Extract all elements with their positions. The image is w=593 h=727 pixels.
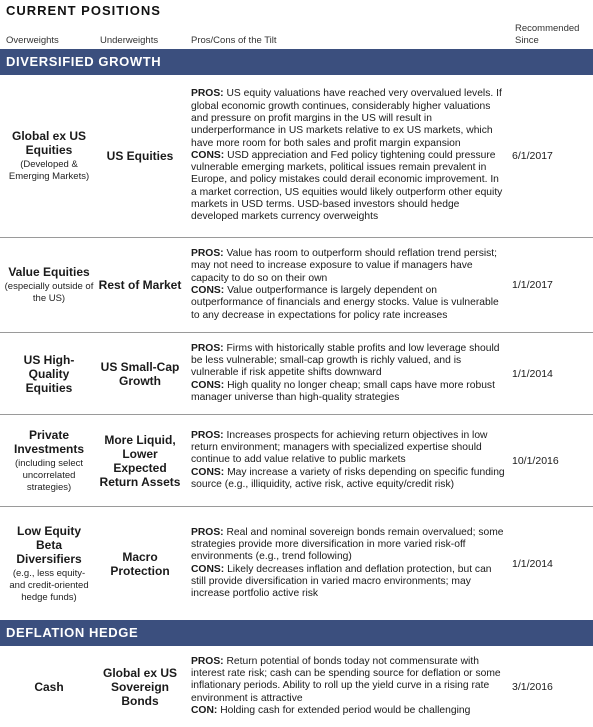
section-deflation-hedge: DEFLATION HEDGE [0,620,593,646]
pros-cons-cell [191,415,507,506]
table-row [0,75,593,238]
overweight-note: (e.g., less equity- and credit-oriented hedge funds) [9,567,89,603]
pros-label: PROS: [191,248,224,260]
underweight-name: Rest of Market [98,278,182,292]
pros-cons-cell [191,646,507,727]
col-since: Since [515,35,539,46]
overweight-cell [4,75,94,237]
table-row [0,507,593,620]
recommended-date: 3/1/2016 [512,680,553,693]
cons-text: Likely decreases inflation and deflation protection, but can still provide diversification in varied macro environments; may increase portfolio active risk [191,563,492,600]
pros-label: PROS: [191,88,224,100]
overweight-cell [4,333,94,414]
overweight-note: (Developed & Emerging Markets) [8,159,90,182]
cons-label: CONS: [191,149,225,161]
cons-text: May increase a variety of risks depending on specific funding source (e.g., illiquidity, active risk, active equity/credit risk) [191,466,505,490]
column-headers [0,20,593,50]
recommended-date: 10/1/2016 [512,454,559,467]
table-row [0,333,593,415]
overweight-cell [4,415,94,506]
cons-label: CONS: [191,563,225,575]
overweight-cell [4,238,94,332]
underweight-name: US Small-Cap Growth [100,359,180,388]
pros-label: PROS: [191,655,224,667]
table-row [0,646,593,727]
pros-cons-cell [191,507,507,620]
cons-text: Value outperformance is largely dependent on outperformance of financials and energy stocks. Value is vulnerable to any decrease in expectations for policy rate increases [191,285,499,321]
pros-text: Increases prospects for achieving return objectives in low return environment; managers with specialized expertise should continue to add value relative to public markets [191,429,488,466]
pros-label: PROS: [191,342,224,354]
overweight-name: Value Equities [8,265,90,279]
pros-cons-cell [191,333,507,414]
pros-label: PROS: [191,526,224,538]
pros-label: PROS: [191,429,224,441]
table-title: CURRENT POSITIONS [6,3,161,18]
overweight-name: Low Equity Beta Diversifiers [16,523,82,566]
underweight-name: Global ex US Sovereign Bonds [102,665,178,708]
cons-label: CON: [191,704,218,716]
overweight-name: US High-Quality Equities [23,352,75,395]
cons-label: CONS: [191,379,225,391]
col-recommended: Recommended [515,23,580,34]
overweight-cell [4,646,94,727]
pros-cons-cell [191,75,507,237]
recommended-date: 6/1/2017 [512,150,553,162]
overweight-name: Private Investments [13,427,85,456]
pros-text: Firms with historically stable profits and low leverage should be less vulnerable; small-cap growth is richly valued, and is vulnerable if risk appetite shifts downward [191,342,500,379]
pros-text: US equity valuations have reached very overvalued levels. If global economic growth continues, considerably higher valuations and pressure on profit margins in the US will result in underperformance in US markets relative to ex US markets, which have more room for both sales and profit margin expansion [191,88,502,149]
recommended-date: 1/1/2014 [512,557,553,570]
cons-text: High quality no longer cheap; small caps have more robust manager universe than high-quality strategies [191,379,495,403]
table-row [0,415,593,507]
table-row [0,238,593,333]
cons-label: CONS: [191,285,225,296]
pros-cons-cell [191,238,507,332]
recommended-date: 1/1/2014 [512,367,553,380]
cons-text: Holding cash for extended period would be challenging [220,704,471,716]
pros-text: Return potential of bonds today not commensurate with interest rate risk; cash can be spending source for deflation or some inflationary periods. Ability to roll up the yield curve in a rising rate environment is attractive [191,655,501,704]
recommended-date: 1/1/2017 [512,279,553,291]
overweight-note: (especially outside of the US) [4,281,94,304]
cons-label: CONS: [191,466,225,478]
overweight-note: (including select uncorrelated strategies) [14,457,84,493]
pros-text: Value has room to outperform should reflation trend persist; may not need to increase exposure to value if managers have capacity to do so on their own [191,248,498,284]
overweight-name: Global ex US Equities [11,129,87,157]
underweight-name: More Liquid, Lower Expected Return Assets [99,432,181,489]
section-diversified-growth: DIVERSIFIED GROWTH [0,49,593,75]
col-pros-cons: Pros/Cons of the Tilt [191,35,277,46]
overweight-cell [4,507,94,620]
underweight-name: Macro Protection [110,549,170,578]
cons-text: USD appreciation and Fed policy tightening could pressure vulnerable emerging markets, political issues remain prevalent in Europe, and policy mistakes could derail economic improvement. In a market correction, US equities would likely outperform other equity markets in USD terms. USD-based investors should hedge developed markets currency overweights [191,149,503,223]
overweight-name: Cash [34,679,64,694]
underweight-name: US Equities [106,149,174,163]
col-overweights: Overweights [6,35,59,46]
col-underweights: Underweights [100,35,159,46]
pros-text: Real and nominal sovereign bonds remain overvalued; some strategies provide more diversification in more varied risk-off environments (e.g., trend following) [191,526,504,563]
